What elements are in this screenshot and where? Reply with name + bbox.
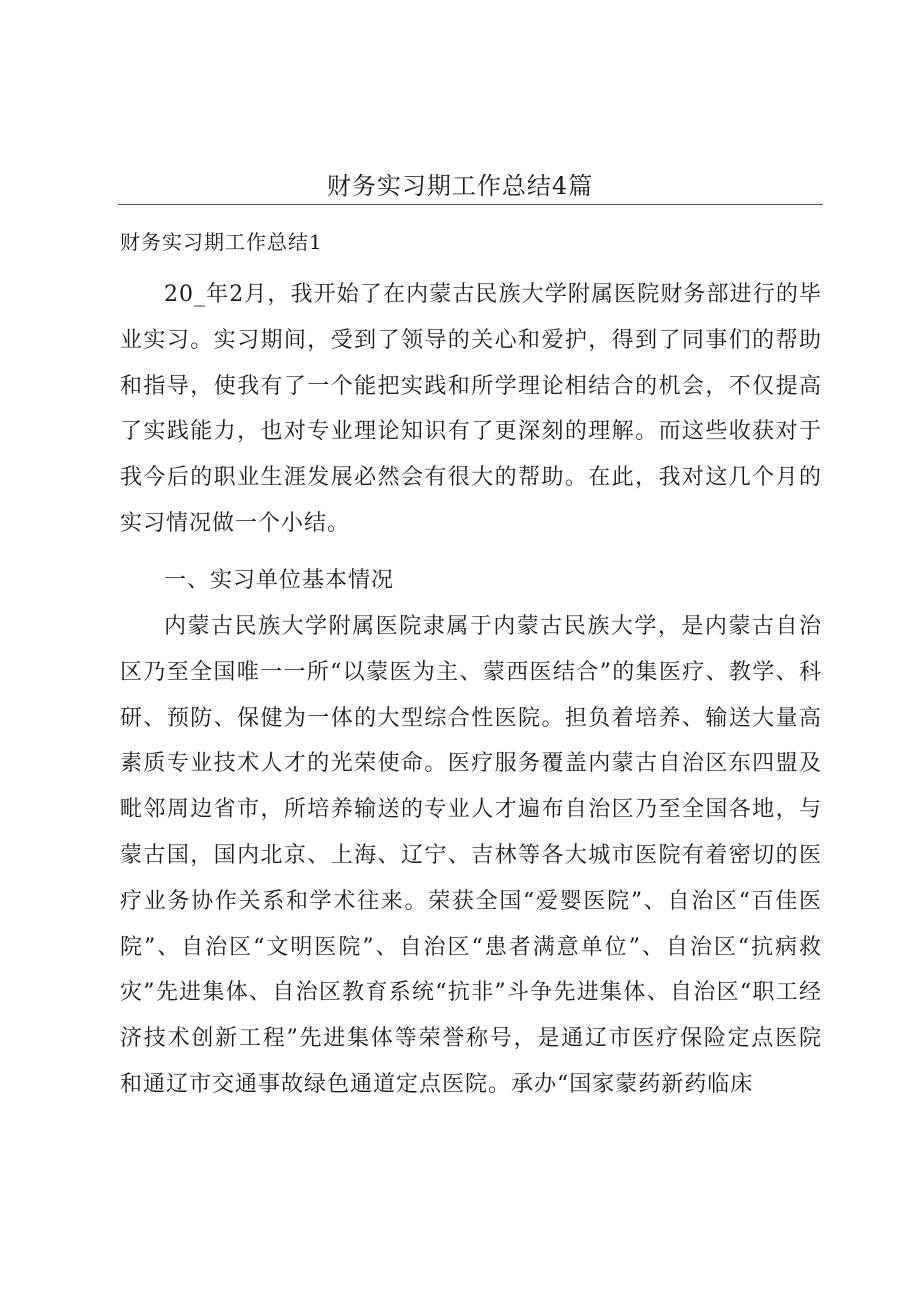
paragraph-subheading: 一、实习单位基本情况: [164, 568, 395, 593]
paragraph-hospital-info: 内蒙古民族大学附属医院隶属于内蒙古民族大学，是内蒙古自治区乃至全国唯一一所“以蒙医为主、蒙西医结合”的集医疗、教学、科研、预防、保健为一体的大型综合性医院。担负着培养、输送大量高素质专业技术人才的光荣使命。医疗服务覆盖内蒙古自治区东四盟及毗邻周边省市，所培养输送的专业人才遍布自治区乃至全国各地，与蒙古国，国内北京、上海、辽宁、吉林等各大城市医院有着密切的医疗业务协作关系和学术往来。荣获全国“爱婴医院”、自治区“百佳医院”、自治区“文明医院”、自治区“患者满意单位”、自治区“抗病救灾”先进集体、自治区教育系统“抗非”斗争先进集体、自治区“职工经济技术创新工程”先进集体等荣誉称号，是通辽市医疗保险定点医院和通辽市交通事故绿色通道定点医院。承办“国家蒙药新药临床: [120, 614, 823, 1097]
section-heading: 财务实习期工作总结1: [120, 230, 323, 254]
title-underline: [118, 204, 823, 205]
paragraph-intro: 20_年2月，我开始了在内蒙古民族大学附属医院财务部进行的毕业实习。实习期间，受到了领导的关心和爱护，得到了同事们的帮助和指导，使我有了一个能把实践和所学理论相结合的机会，不仅提高了实践能力，也对专业理论知识有了更深刻的理解。而这些收获对于我今后的职业生涯发展必然会有很大的帮助。在此，我对这几个月的实习情况做一个小结。: [120, 282, 822, 536]
document-title: 财务实习期工作总结4篇: [326, 172, 594, 200]
